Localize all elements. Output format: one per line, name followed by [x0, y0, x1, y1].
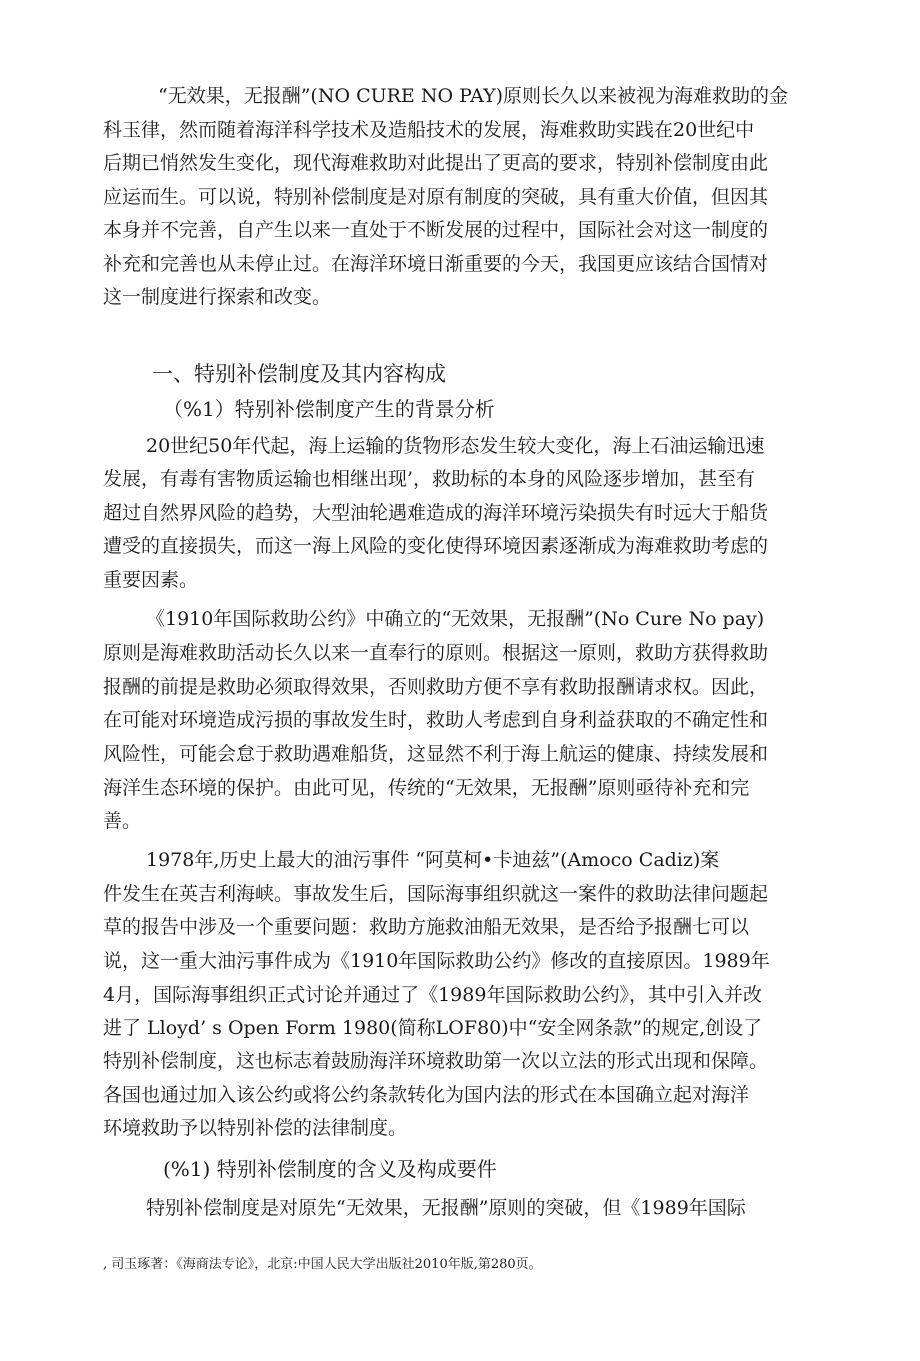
paragraph3-line-1: 《1910年国际救助公约》中确立的“无效果，无报酬”(No Cure No pay): [146, 608, 765, 630]
subsection2-title: (%1) 特别补偿制度的含义及构成要件: [163, 1157, 497, 1181]
paragraph4-line-5: 4月，国际海事组织正式讨论并通过了《1989年国际救助公约》，其中引入并改: [103, 984, 762, 1006]
paragraph2-line-2: 发展，有毒有害物质运输也相继出现’，救助标的本身的风险逐步增加，甚至有: [103, 468, 756, 490]
footnote: , 司玉琢著：《海商法专论》，北京:中国人民大学出版社2010年版,第280页。: [103, 1257, 542, 1272]
paragraph4-line-6: 进了 Lloyd’ s Open Form 1980(简称LOF80)中“安全网条款”的规定,创设了: [103, 1017, 763, 1039]
paragraph2-line-3: 超过自然界风险的趋势，大型油轮遇难造成的海洋环境污染损失有时远大于船货: [103, 502, 769, 524]
paragraph4-line-1: 1978年,历史上最大的油污事件 “阿莫柯•卡迪兹”(Amoco Cadiz)案: [146, 849, 720, 871]
paragraph1-line-2: 科玉律，然而随着海洋科学技术及造船技术的发展，海难救助实践在20世纪中: [103, 119, 755, 141]
paragraph1-line-5: 本身并不完善，自产生以来一直处于不断发展的过程中，国际社会对这一制度的: [103, 219, 769, 241]
paragraph3-line-2: 原则是海难救助活动长久以来一直奉行的原则。根据这一原则，救助方获得救助: [103, 642, 769, 664]
paragraph3-line-7: 善。: [103, 810, 142, 832]
paragraph2-line-4: 遭受的直接损失，而这一海上风险的变化使得环境因素逐渐成为海难救助考虑的: [103, 535, 769, 557]
subsection1-title: （%1）特别补偿制度产生的背景分析: [163, 397, 495, 421]
paragraph1-line-6: 补充和完善也从未停止过。在海洋环境日渐重要的今天，我国更应该结合国情对: [103, 253, 769, 275]
paragraph3-line-3: 报酬的前提是救助必须取得效果，否则救助方便不享有救助报酬请求权。因此，: [103, 676, 769, 698]
paragraph1-line-1: “无效果，无报酬”(NO CURE NO PAY)原则长久以来被视为海难救助的金: [158, 85, 789, 107]
paragraph2-line-1: 20世纪50年代起，海上运输的货物形态发生较大变化，海上石油运输迅速: [146, 435, 765, 457]
paragraph1-line-4: 应运而生。可以说，特别补偿制度是对原有制度的突破，具有重大价值，但因其: [103, 186, 769, 208]
paragraph1-line-7: 这一制度进行探索和改变。: [103, 286, 332, 308]
paragraph1-line-3: 后期已悄然发生变化，现代海难救助对此提出了更高的要求，特别补偿制度由此: [103, 152, 769, 174]
paragraph2-line-5: 重要因素。: [103, 569, 199, 591]
paragraph4-line-8: 各国也通过加入该公约或将公约条款转化为国内法的形式在本国确立起对海洋: [103, 1084, 750, 1106]
paragraph4-line-2: 件发生在英吉利海峡。事故发生后，国际海事组织就这一案件的救助法律问题起: [103, 883, 769, 905]
section-title: 一、特别补偿制度及其内容构成: [152, 362, 446, 386]
paragraph3-line-4: 在可能对环境造成污损的事故发生时，救助人考虑到自身利益获取的不确定性和: [103, 709, 769, 731]
paragraph4-line-9: 环境救助予以特别补偿的法律制度。: [103, 1117, 408, 1139]
paragraph4-line-3: 草的报告中涉及一个重要问题：救助方施救油船无效果，是否给予报酬七可以: [103, 916, 750, 938]
paragraph3-line-6: 海洋生态环境的保护。由此可见，传统的“无效果，无报酬”原则亟待补充和完: [103, 777, 750, 799]
paragraph4-line-7: 特别补偿制度，这也标志着鼓励海洋环境救助第一次以立法的形式出现和保障。: [103, 1050, 769, 1072]
paragraph3-line-5: 风险性，可能会怠于救助遇难船货，这显然不利于海上航运的健康、持续发展和: [103, 743, 769, 765]
paragraph5-line-1: 特别补偿制度是对原先“无效果，无报酬”原则的突破，但《1989年国际: [146, 1197, 746, 1219]
paragraph4-line-4: 说，这一重大油污事件成为《1910年国际救助公约》修改的直接原因。1989年: [103, 950, 770, 972]
